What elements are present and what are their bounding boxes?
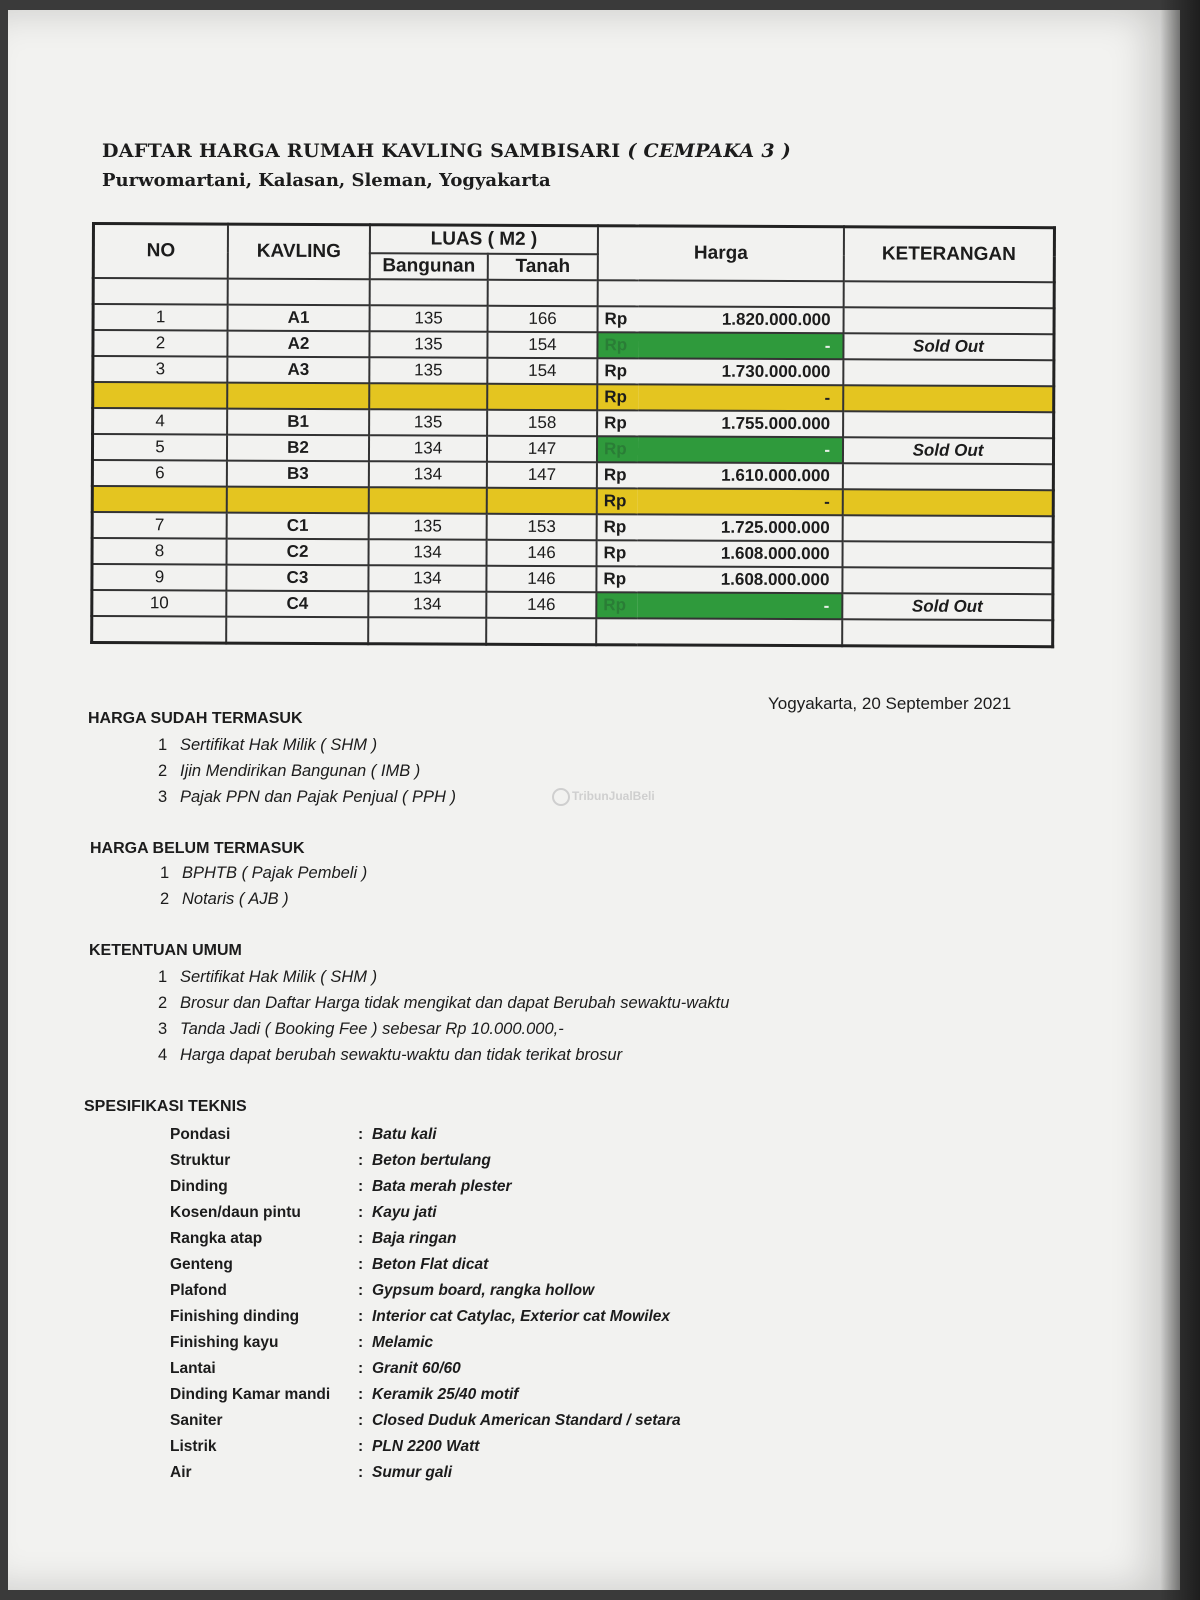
list-item xyxy=(160,864,367,890)
list-number: 3 xyxy=(158,788,168,806)
cell-rp: Rp xyxy=(596,566,637,592)
cell-no: 8 xyxy=(92,538,227,565)
spec-value: PLN 2200 Watt xyxy=(372,1438,480,1455)
cell-rp: Rp xyxy=(597,540,638,566)
cell-keterangan xyxy=(844,307,1055,334)
spec-row xyxy=(170,1464,681,1490)
cell-harga: 1.608.000.000 xyxy=(637,566,842,593)
spec-colon: : xyxy=(358,1334,364,1351)
spec-colon: : xyxy=(358,1126,364,1143)
cell-kavling: B2 xyxy=(227,434,369,461)
heading-ketentuan: KETENTUAN UMUM xyxy=(89,942,242,959)
cell-bangunan xyxy=(369,383,487,410)
cell-kavling: A3 xyxy=(227,356,369,383)
spec-label: Rangka atap xyxy=(170,1230,263,1247)
cell-tanah: 146 xyxy=(487,539,597,565)
cell-keterangan: Sold Out xyxy=(843,333,1054,360)
spec-row xyxy=(170,1230,681,1256)
list-number: 1 xyxy=(158,736,168,754)
cell-bangunan: 135 xyxy=(369,409,487,436)
cell-harga: 1.730.000.000 xyxy=(638,358,843,385)
list-text: BPHTB ( Pajak Pembeli ) xyxy=(182,864,368,882)
cell-bangunan: 134 xyxy=(369,539,487,566)
title-italic: ( CEMPAKA 3 ) xyxy=(627,140,792,162)
spec-row xyxy=(170,1126,681,1152)
cell-kavling: B3 xyxy=(227,460,369,487)
list-item xyxy=(158,788,456,814)
cell-keterangan xyxy=(843,489,1054,516)
header-luas: LUAS ( M2 ) xyxy=(370,225,598,254)
cell-harga: 1.820.000.000 xyxy=(639,306,844,333)
cell-rp: Rp xyxy=(596,592,637,618)
watermark-logo-icon xyxy=(552,788,570,806)
cell-keterangan xyxy=(843,385,1054,412)
list-text: Ijin Mendirikan Bangunan ( IMB ) xyxy=(180,762,421,780)
list-number: 1 xyxy=(160,864,170,882)
cell-no: 7 xyxy=(92,512,227,539)
list-item xyxy=(158,1046,729,1072)
cell-no: 1 xyxy=(93,304,228,331)
cell-bangunan: 135 xyxy=(369,331,487,358)
cell-keterangan xyxy=(843,515,1054,542)
cell-kavling: A1 xyxy=(228,304,370,331)
list-item xyxy=(158,1020,729,1046)
spec-value: Baja ringan xyxy=(372,1230,457,1247)
spec-value: Sumur gali xyxy=(372,1464,453,1481)
cell-no: 3 xyxy=(93,356,228,383)
document-date: Yogyakarta, 20 September 2021 xyxy=(768,694,1012,713)
list-number: 4 xyxy=(158,1046,168,1064)
spec-value: Melamic xyxy=(372,1334,434,1351)
cell-no: 6 xyxy=(92,460,227,487)
heading-termasuk: HARGA SUDAH TERMASUK xyxy=(88,710,303,727)
cell-no: 9 xyxy=(92,564,227,591)
cell-no: 2 xyxy=(93,330,228,357)
list-text: Pajak PPN dan Pajak Penjual ( PPH ) xyxy=(180,788,457,806)
cell-tanah: 147 xyxy=(487,461,597,487)
cell-no: 5 xyxy=(92,434,227,461)
spec-label: Dinding xyxy=(170,1178,228,1195)
spec-value: Closed Duduk American Standard / setara xyxy=(372,1412,681,1429)
cell-tanah: 147 xyxy=(487,435,597,461)
spec-label: Air xyxy=(170,1464,192,1481)
cell-harga: - xyxy=(638,436,843,463)
spec-label: Finishing dinding xyxy=(170,1308,300,1325)
list-number: 2 xyxy=(158,994,168,1012)
spec-value: Beton bertulang xyxy=(372,1152,491,1169)
cell-keterangan xyxy=(842,567,1053,594)
cell-no: 10 xyxy=(92,590,227,617)
cell-rp: Rp xyxy=(597,384,638,410)
spec-label: Genteng xyxy=(170,1256,233,1273)
spec-colon: : xyxy=(358,1282,364,1299)
list-number: 2 xyxy=(158,762,168,780)
spec-colon: : xyxy=(358,1256,364,1273)
list-text: Brosur dan Daftar Harga tidak mengikat dan dapat Berubah sewaktu-waktu xyxy=(180,994,730,1012)
cell-no: 4 xyxy=(93,408,228,435)
list-item xyxy=(158,994,729,1020)
header-no: NO xyxy=(93,224,228,279)
spec-value: Beton Flat dicat xyxy=(372,1256,489,1273)
list-number: 1 xyxy=(158,968,168,986)
cell-keterangan xyxy=(843,463,1054,490)
list-text: Tanda Jadi ( Booking Fee ) sebesar Rp 10.000.000,- xyxy=(180,1020,564,1038)
heading-belum: HARGA BELUM TERMASUK xyxy=(90,840,305,857)
cell-keterangan xyxy=(843,541,1054,568)
spec-label: Finishing kayu xyxy=(170,1334,279,1351)
cell-no xyxy=(92,486,227,513)
cell-harga: 1.755.000.000 xyxy=(638,410,843,437)
cell-kavling: C2 xyxy=(227,538,369,565)
spec-colon: : xyxy=(358,1412,364,1429)
list-text: Notaris ( AJB ) xyxy=(182,890,289,908)
list-item xyxy=(158,762,456,788)
spec-label: Pondasi xyxy=(170,1126,231,1143)
cell-kavling xyxy=(227,382,369,409)
spec-row xyxy=(170,1438,681,1464)
spec-label: Plafond xyxy=(170,1282,227,1299)
cell-keterangan: Sold Out xyxy=(843,437,1054,464)
cell-harga: - xyxy=(638,488,843,515)
spec-label: Dinding Kamar mandi xyxy=(170,1386,331,1403)
cell-bangunan: 135 xyxy=(370,305,488,332)
cell-no xyxy=(93,382,228,409)
cell-keterangan: Sold Out xyxy=(842,593,1053,620)
spec-colon: : xyxy=(358,1204,364,1221)
cell-keterangan xyxy=(843,411,1054,438)
spec-row xyxy=(170,1360,681,1386)
spec-row xyxy=(170,1178,681,1204)
watermark-text: TribunJualBeli xyxy=(572,789,655,804)
spec-row xyxy=(170,1412,681,1438)
cell-rp: Rp xyxy=(598,306,639,332)
cell-bangunan xyxy=(369,487,487,514)
cell-kavling: A2 xyxy=(227,330,369,357)
cell-rp: Rp xyxy=(597,514,638,540)
spec-value: Batu kali xyxy=(372,1126,437,1143)
document-title xyxy=(102,140,791,162)
cell-bangunan: 134 xyxy=(369,461,487,488)
list-ketentuan xyxy=(158,968,729,1072)
header-kavling: KAVLING xyxy=(228,224,370,279)
header-tanah: Tanah xyxy=(488,253,598,279)
cell-bangunan: 134 xyxy=(368,591,486,618)
list-text: Sertifikat Hak Milik ( SHM ) xyxy=(180,968,378,986)
cell-tanah: 146 xyxy=(486,591,596,617)
spec-value: Keramik 25/40 motif xyxy=(372,1386,519,1403)
spec-colon: : xyxy=(358,1230,364,1247)
cell-kavling: C4 xyxy=(226,590,368,617)
spec-label: Kosen/daun pintu xyxy=(170,1204,301,1221)
cell-harga: - xyxy=(637,592,842,619)
cell-bangunan: 134 xyxy=(369,435,487,462)
spec-colon: : xyxy=(358,1360,364,1377)
watermark xyxy=(552,788,655,806)
photo-shadow xyxy=(1160,0,1200,1600)
spec-row xyxy=(170,1334,681,1360)
spec-list xyxy=(170,1126,681,1490)
spec-colon: : xyxy=(358,1438,364,1455)
cell-rp: Rp xyxy=(597,410,638,436)
spec-colon: : xyxy=(358,1464,364,1481)
cell-kavling xyxy=(227,486,369,513)
cell-tanah: 158 xyxy=(487,409,597,435)
spec-value: Gypsum board, rangka hollow xyxy=(372,1282,595,1299)
cell-rp: Rp xyxy=(597,436,638,462)
spec-colon: : xyxy=(358,1386,364,1403)
cell-kavling: C3 xyxy=(226,564,368,591)
cell-rp: Rp xyxy=(597,462,638,488)
spec-label: Lantai xyxy=(170,1360,216,1377)
list-number: 2 xyxy=(160,890,170,908)
spec-colon: : xyxy=(358,1178,364,1195)
list-text: Harga dapat berubah sewaktu-waktu dan tidak terikat brosur xyxy=(180,1046,623,1064)
cell-harga: - xyxy=(638,332,843,359)
cell-kavling: B1 xyxy=(227,408,369,435)
spec-value: Interior cat Catylac, Exterior cat Mowilex xyxy=(372,1308,671,1325)
list-item xyxy=(158,736,456,762)
cell-keterangan xyxy=(843,359,1054,386)
price-table-body xyxy=(92,278,1055,647)
cell-harga: - xyxy=(638,384,843,411)
heading-spesifikasi: SPESIFIKASI TEKNIS xyxy=(84,1098,247,1115)
cell-tanah: 154 xyxy=(487,331,597,357)
spec-row xyxy=(170,1204,681,1230)
cell-bangunan: 134 xyxy=(368,565,486,592)
spec-label: Listrik xyxy=(170,1438,217,1455)
spec-row xyxy=(170,1152,681,1178)
cell-rp: Rp xyxy=(597,488,638,514)
spec-row xyxy=(170,1308,681,1334)
list-item xyxy=(158,968,729,994)
cell-tanah: 146 xyxy=(486,565,596,591)
cell-tanah: 154 xyxy=(487,357,597,383)
spec-colon: : xyxy=(358,1308,364,1325)
spec-colon: : xyxy=(358,1152,364,1169)
spec-row xyxy=(170,1282,681,1308)
list-text: Sertifikat Hak Milik ( SHM ) xyxy=(180,736,378,754)
spec-row xyxy=(170,1386,681,1412)
price-table xyxy=(90,222,1056,648)
cell-kavling: C1 xyxy=(227,512,369,539)
cell-bangunan: 135 xyxy=(369,357,487,384)
blank-row xyxy=(92,616,1053,647)
cell-tanah xyxy=(487,487,597,513)
cell-rp: Rp xyxy=(597,358,638,384)
list-belum xyxy=(160,864,367,916)
cell-harga: 1.725.000.000 xyxy=(638,514,843,541)
cell-tanah xyxy=(487,383,597,409)
header-keterangan: KETERANGAN xyxy=(844,227,1055,282)
list-termasuk xyxy=(158,736,456,814)
title-text: DAFTAR HARGA RUMAH KAVLING SAMBISARI xyxy=(102,140,621,162)
list-item xyxy=(160,890,367,916)
spec-value: Granit 60/60 xyxy=(372,1360,461,1377)
cell-tanah: 153 xyxy=(487,513,597,539)
cell-tanah: 166 xyxy=(488,305,598,331)
spec-value: Bata merah plester xyxy=(372,1178,512,1195)
cell-rp: Rp xyxy=(597,332,638,358)
header-bangunan: Bangunan xyxy=(370,253,488,280)
spec-value: Kayu jati xyxy=(372,1204,437,1221)
header-harga: Harga xyxy=(598,226,844,281)
spec-label: Struktur xyxy=(170,1152,231,1169)
cell-harga: 1.608.000.000 xyxy=(638,540,843,567)
document-subtitle: Purwomartani, Kalasan, Sleman, Yogyakarta xyxy=(102,170,551,191)
spec-row xyxy=(170,1256,681,1282)
cell-bangunan: 135 xyxy=(369,513,487,540)
cell-harga: 1.610.000.000 xyxy=(638,462,843,489)
spec-label: Saniter xyxy=(170,1412,223,1429)
list-number: 3 xyxy=(158,1020,168,1038)
